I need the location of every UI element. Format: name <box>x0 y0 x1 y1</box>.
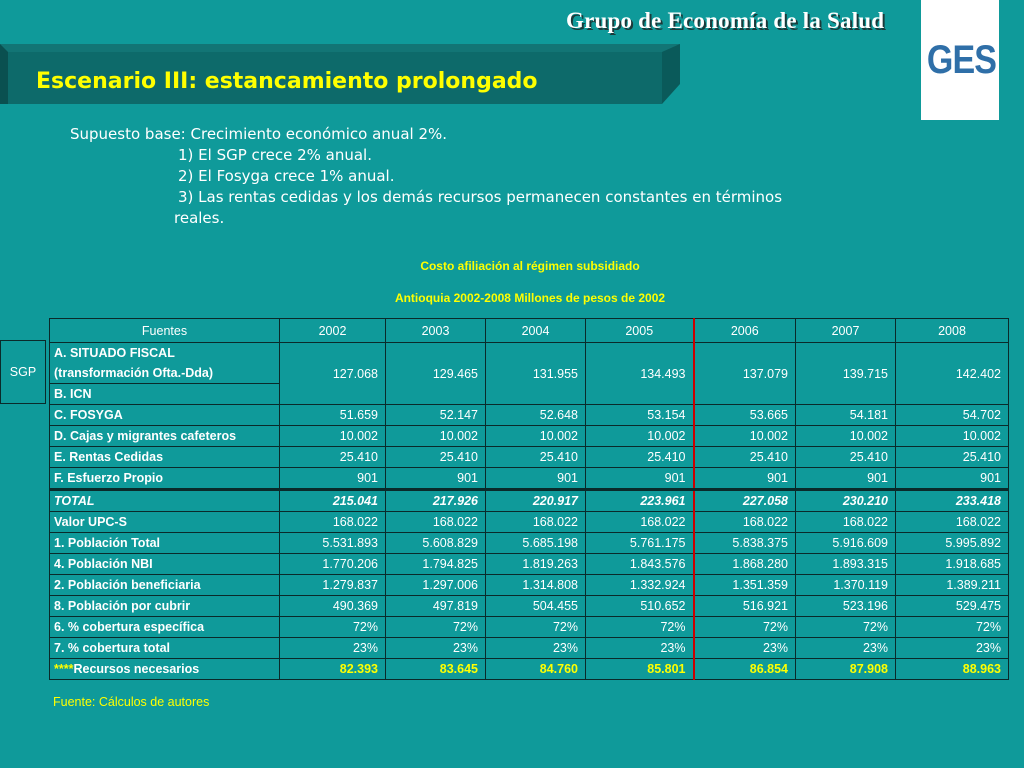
table-cell: 5.608.829 <box>386 533 486 554</box>
table-cell: 23% <box>486 638 586 659</box>
table-cell: 72% <box>796 617 896 638</box>
table-cell: 1.893.315 <box>796 554 896 575</box>
table-cell: 25.410 <box>796 447 896 468</box>
table-cell: 230.210 <box>796 490 896 512</box>
header-fuentes: Fuentes <box>50 319 280 343</box>
header-year: 2007 <box>796 319 896 343</box>
table-cell: 5.531.893 <box>280 533 386 554</box>
row-label: C. FOSYGA <box>50 405 280 426</box>
row-label-text: Recursos necesarios <box>73 662 200 676</box>
table-cell: 510.652 <box>586 596 694 617</box>
table-cell: 504.455 <box>486 596 586 617</box>
table-cell: 84.760 <box>486 659 586 680</box>
table-cell: 901 <box>796 468 896 490</box>
table-cell: 1.770.206 <box>280 554 386 575</box>
table-row <box>50 343 1009 384</box>
table-cell: 54.702 <box>896 405 1009 426</box>
table-cell: 1.297.006 <box>386 575 486 596</box>
table-cell: 25.410 <box>896 447 1009 468</box>
row-label <box>50 659 280 680</box>
table-cell: 23% <box>280 638 386 659</box>
table-cell: 901 <box>896 468 1009 490</box>
table-subtitle: Antioquia 2002-2008 Millones de pesos de 2002 <box>394 291 666 305</box>
table-cell: 142.402 <box>896 343 1009 405</box>
table-cell: 1.819.263 <box>486 554 586 575</box>
slide-title: Escenario III: estancamiento prolongado <box>36 69 538 94</box>
row-label: TOTAL <box>50 490 280 512</box>
table-cell: 86.854 <box>694 659 796 680</box>
row-label: 7. % cobertura total <box>50 638 280 659</box>
table-cell: 5.838.375 <box>694 533 796 554</box>
cost-table <box>49 318 1009 680</box>
table-row <box>50 617 1009 638</box>
table-cell: 220.917 <box>486 490 586 512</box>
table-cell: 901 <box>280 468 386 490</box>
header-year: 2006 <box>694 319 796 343</box>
table-cell: 51.659 <box>280 405 386 426</box>
table-cell: 52.147 <box>386 405 486 426</box>
table-cell: 1.389.211 <box>896 575 1009 596</box>
header-year: 2002 <box>280 319 386 343</box>
table-cell: 10.002 <box>280 426 386 447</box>
table-cell: 168.022 <box>486 512 586 533</box>
table-row <box>50 554 1009 575</box>
table-cell: 1.918.685 <box>896 554 1009 575</box>
table-cell: 72% <box>586 617 694 638</box>
table-cell: 1.868.280 <box>694 554 796 575</box>
table-row <box>50 468 1009 490</box>
table-cell: 5.761.175 <box>586 533 694 554</box>
table-cell: 1.351.359 <box>694 575 796 596</box>
table-cell: 529.475 <box>896 596 1009 617</box>
table-cell: 168.022 <box>280 512 386 533</box>
table-cell: 168.022 <box>896 512 1009 533</box>
table-cell: 5.685.198 <box>486 533 586 554</box>
header-year: 2008 <box>896 319 1009 343</box>
header-year: 2004 <box>486 319 586 343</box>
row-label-icn: B. ICN <box>50 384 280 405</box>
row-label: 1. Población Total <box>50 533 280 554</box>
table-cell: 72% <box>896 617 1009 638</box>
table-cell: 10.002 <box>386 426 486 447</box>
table-cell: 1.794.825 <box>386 554 486 575</box>
table-row <box>50 638 1009 659</box>
row-label: Valor UPC-S <box>50 512 280 533</box>
row-label-line: (transformación Ofta.-Dda) <box>54 366 214 380</box>
table-row <box>50 575 1009 596</box>
table-cell: 23% <box>896 638 1009 659</box>
table-row-needed <box>50 659 1009 680</box>
table-cell: 23% <box>586 638 694 659</box>
table-cell: 227.058 <box>694 490 796 512</box>
table-cell: 10.002 <box>694 426 796 447</box>
table-cell: 168.022 <box>796 512 896 533</box>
table-cell: 233.418 <box>896 490 1009 512</box>
table-cell: 72% <box>694 617 796 638</box>
row-label: D. Cajas y migrantes cafeteros <box>50 426 280 447</box>
table-cell: 23% <box>796 638 896 659</box>
table-row <box>50 596 1009 617</box>
table-cell: 82.393 <box>280 659 386 680</box>
header-year: 2003 <box>386 319 486 343</box>
row-label-line: A. SITUADO FISCAL <box>54 346 175 360</box>
table-cell: 168.022 <box>586 512 694 533</box>
table-cell: 72% <box>280 617 386 638</box>
table-cell: 88.963 <box>896 659 1009 680</box>
table-cell: 223.961 <box>586 490 694 512</box>
table-cell: 72% <box>386 617 486 638</box>
table-cell: 5.916.609 <box>796 533 896 554</box>
stars-marker: **** <box>54 662 74 676</box>
table-row <box>50 447 1009 468</box>
row-label: 4. Población NBI <box>50 554 280 575</box>
row-label-situado-fiscal <box>50 343 280 384</box>
table-cell: 901 <box>694 468 796 490</box>
assumption-item: 1) El SGP crece 2% anual. <box>178 146 372 164</box>
table-cell: 901 <box>586 468 694 490</box>
table-cell: 1.370.119 <box>796 575 896 596</box>
table-cell: 25.410 <box>586 447 694 468</box>
table-cell: 523.196 <box>796 596 896 617</box>
table-cell: 52.648 <box>486 405 586 426</box>
group-title: Grupo de Economía de la Salud <box>566 8 885 33</box>
table-cell: 137.079 <box>694 343 796 405</box>
table-cell: 10.002 <box>896 426 1009 447</box>
table-row <box>50 533 1009 554</box>
table-cell: 168.022 <box>694 512 796 533</box>
assumption-base: Supuesto base: Crecimiento económico anual 2%. <box>70 125 448 143</box>
table-cell: 87.908 <box>796 659 896 680</box>
table-cell: 215.041 <box>280 490 386 512</box>
row-label: 8. Población por cubrir <box>50 596 280 617</box>
table-row <box>50 405 1009 426</box>
row-label: E. Rentas Cedidas <box>50 447 280 468</box>
assumption-item: 2) El Fosyga crece 1% anual. <box>178 167 395 185</box>
table-header-row <box>50 319 1009 343</box>
table-cell: 134.493 <box>586 343 694 405</box>
table-cell: 54.181 <box>796 405 896 426</box>
table-cell: 85.801 <box>586 659 694 680</box>
sgp-label: SGP <box>0 340 46 404</box>
table-cell: 53.154 <box>586 405 694 426</box>
header-year: 2005 <box>586 319 694 343</box>
table-cell: 516.921 <box>694 596 796 617</box>
assumption-continuation: reales. <box>174 209 225 227</box>
table-cell: 10.002 <box>486 426 586 447</box>
table-cell: 217.926 <box>386 490 486 512</box>
table-row <box>50 490 1009 512</box>
table-cell: 131.955 <box>486 343 586 405</box>
row-label: 6. % cobertura específica <box>50 617 280 638</box>
row-label: 2. Población beneficiaria <box>50 575 280 596</box>
table-row <box>50 426 1009 447</box>
ges-logo <box>921 0 999 120</box>
table-cell: 25.410 <box>694 447 796 468</box>
table-cell: 10.002 <box>796 426 896 447</box>
table-cell: 168.022 <box>386 512 486 533</box>
table-cell: 1.332.924 <box>586 575 694 596</box>
table-cell: 1.279.837 <box>280 575 386 596</box>
table-cell: 901 <box>386 468 486 490</box>
table-cell: 1.314.808 <box>486 575 586 596</box>
table-title: Costo afiliación al régimen subsidiado <box>420 259 640 273</box>
table-cell: 25.410 <box>280 447 386 468</box>
table-cell: 23% <box>694 638 796 659</box>
table-cell: 129.465 <box>386 343 486 405</box>
table-cell: 1.843.576 <box>586 554 694 575</box>
logo-text: GES <box>926 38 997 82</box>
table-cell: 127.068 <box>280 343 386 405</box>
row-label: F. Esfuerzo Propio <box>50 468 280 490</box>
table-cell: 5.995.892 <box>896 533 1009 554</box>
table-cell: 23% <box>386 638 486 659</box>
table-cell: 497.819 <box>386 596 486 617</box>
table-cell: 10.002 <box>586 426 694 447</box>
assumption-item: 3) Las rentas cedidas y los demás recursos permanecen constantes en términos <box>178 188 783 206</box>
source-note: Fuente: Cálculos de autores <box>53 695 210 709</box>
table-cell: 53.665 <box>694 405 796 426</box>
table-cell: 25.410 <box>386 447 486 468</box>
table-cell: 901 <box>486 468 586 490</box>
table-cell: 72% <box>486 617 586 638</box>
table-cell: 490.369 <box>280 596 386 617</box>
table-cell: 83.645 <box>386 659 486 680</box>
assumptions <box>70 124 890 229</box>
table-cell: 139.715 <box>796 343 896 405</box>
table-cell: 25.410 <box>486 447 586 468</box>
table-row <box>50 512 1009 533</box>
